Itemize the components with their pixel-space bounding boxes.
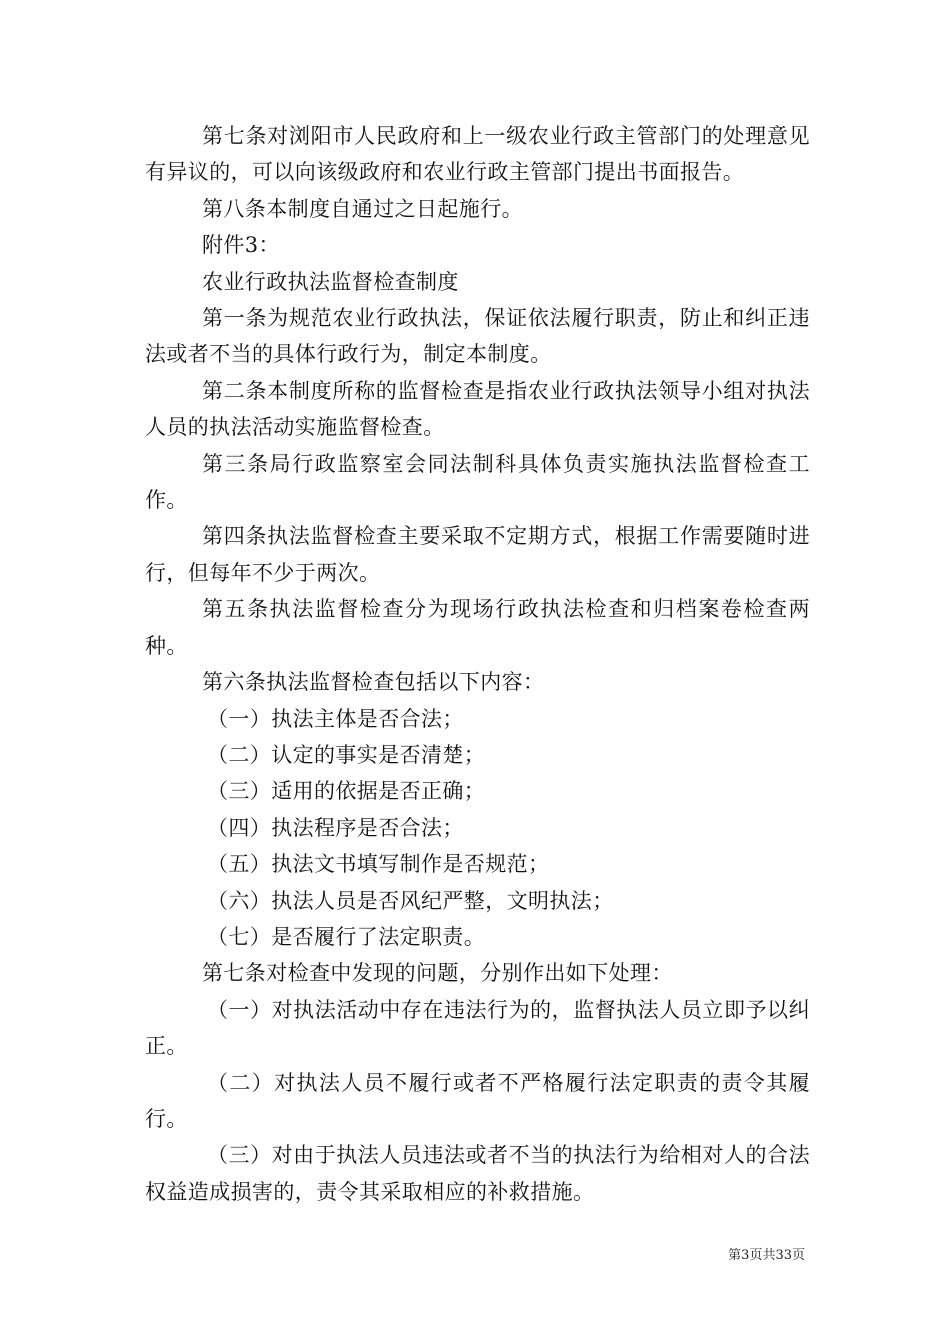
section-title: 农业行政执法监督检查制度 [202,269,459,294]
list-item: （二）对执法人员不履行或者不严格履行法定职责的责令其履行。 [145,1070,810,1131]
list-item: （三）对由于执法人员违法或者不当的执法行为给相对人的合法权益造成损害的，责令其采取相应的补救措施。 [145,1143,810,1204]
list-item: （三）适用的依据是否正确； [207,779,486,804]
list-item: （五）执法文书填写制作是否规范； [207,852,550,877]
page-number: 第3页共33页 [728,1248,805,1263]
article-1-paragraph: 第一条为规范农业行政执法，保证依法履行职责，防止和纠正违法或者不当的具体行政行为，制定本制度。 [145,306,810,367]
list-item: （六）执法人员是否风纪严整，文明执法； [207,888,614,913]
article-6-paragraph: 第六条执法监督检查包括以下内容： [202,670,545,695]
document-body [145,118,810,1210]
list-item: （二）认定的事实是否清楚； [207,742,486,767]
article-3-paragraph: 第三条局行政监察室会同法制科具体负责实施执法监督检查工作。 [145,451,810,513]
article-2-paragraph: 第二条本制度所称的监督检查是指农业行政执法领导小组对执法人员的执法活动实施监督检查。 [145,378,810,440]
attachment-label: 附件3： [202,233,280,258]
article-5-paragraph: 第五条执法监督检查分为现场行政执法检查和归档案卷检查两种。 [145,597,810,658]
article-4-paragraph: 第四条执法监督检查主要采取不定期方式，根据工作需要随时进行，但每年不少于两次。 [145,524,810,585]
article-7b-paragraph: 第七条对检查中发现的问题，分别作出如下处理： [202,961,673,986]
list-item: （四）执法程序是否合法； [207,815,464,840]
list-item: （一）执法主体是否合法； [207,706,464,731]
list-item: （七）是否履行了法定职责。 [207,924,486,949]
article-7-paragraph: 第七条对浏阳市人民政府和上一级农业行政主管部门的处理意见有异议的，可以向该级政府和农业行政主管部门提出书面报告。 [145,124,810,185]
list-item: （一）对执法活动中存在违法行为的，监督执法人员立即予以纠正。 [145,997,810,1059]
article-8-paragraph: 第八条本制度自通过之日起施行。 [202,196,523,221]
